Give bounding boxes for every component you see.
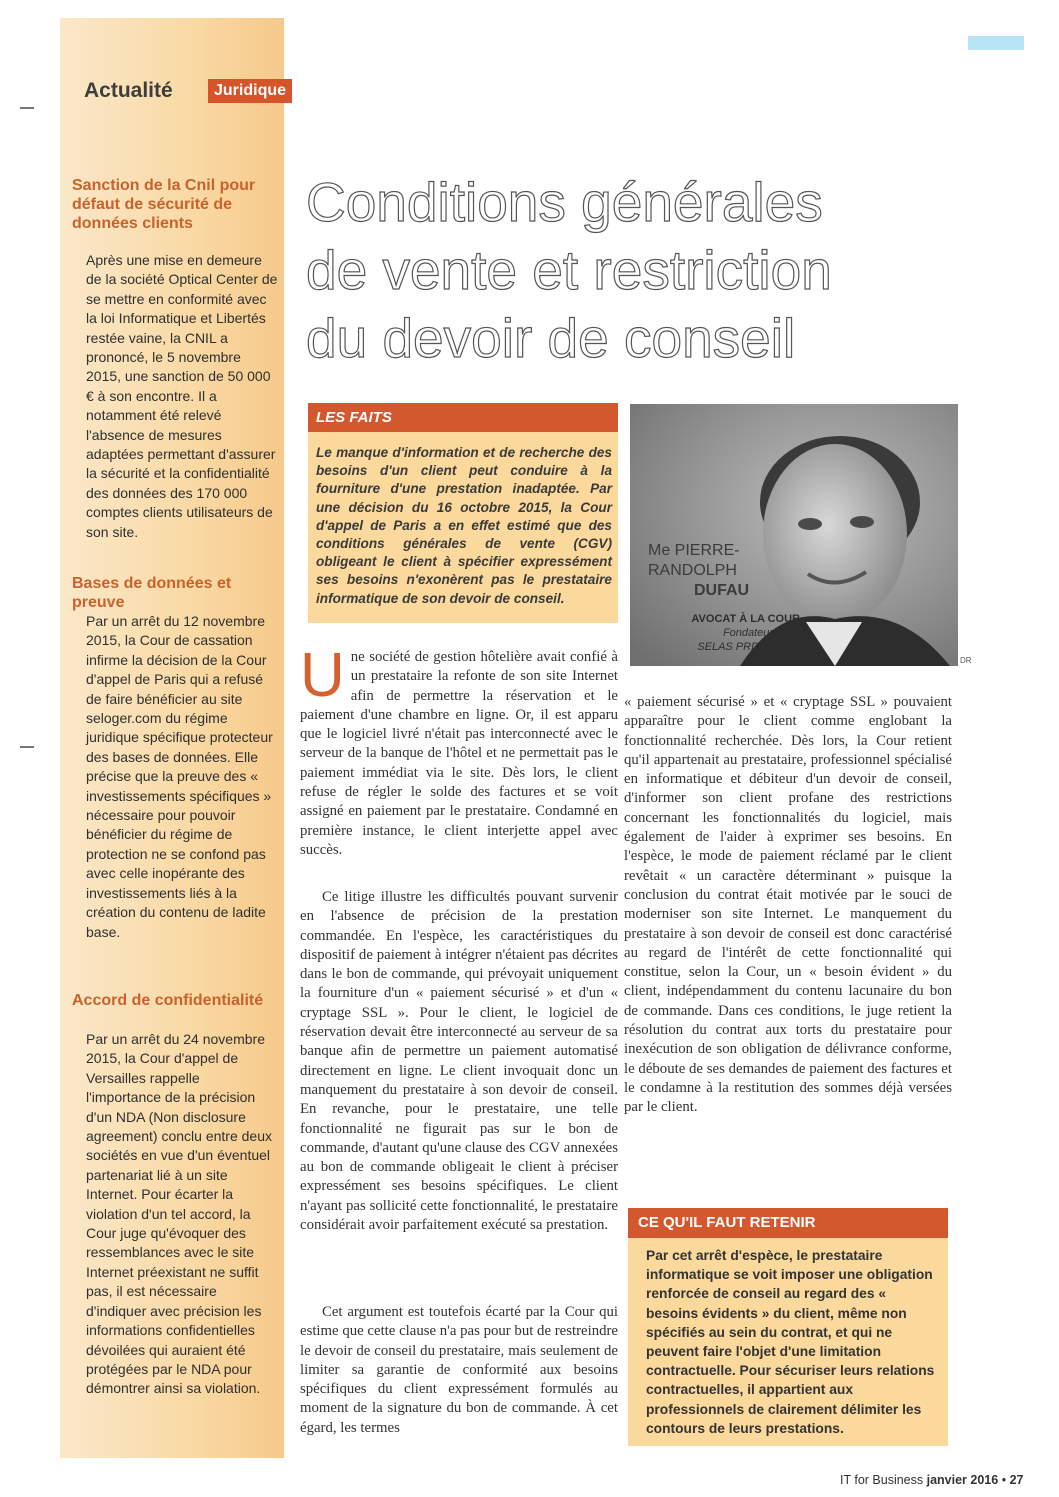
rubric-tag: Juridique [208, 79, 292, 103]
issue-date: janvier 2016 [926, 1473, 999, 1487]
edge-mark [20, 107, 34, 109]
photo-credit: DR [960, 656, 972, 665]
magazine-name: IT for Business [840, 1473, 924, 1487]
sidebar-section-title: Bases de données et preuve [72, 575, 232, 611]
author-role: AVOCAT À LA COUR Fondateur de la SELAS PRD avocats [691, 613, 800, 653]
sidebar-section-body: Par un arrêt du 24 novembre 2015, la Cour d'appel de Versailles rappelle l'importance de la précision d'un NDA (Non disclosure agreement) conclu entre deux sociétés en vue d'un éventuel partenariat lié à un site Internet. Pour écarter la violation d'un tel accord, la Cour juge qu'évoquer des ressemblances avec le site Internet préexistant ne suffit pas, il est nécessaire d'indiquer avec précision les informations confidentielles dévoilées qui auraient été protégées par le NDA pour démontrer ainsi sa violation. [86, 1031, 272, 1397]
article-paragraph: Ce litige illustre les difficultés pouvant survenir en l'absence de précision de la prestation commandée. En l'espèce, les caractéristiques du dispositif de paiement à intégrer n'étaient pas décrites dans le bon de commande, qui prévoyait uniquement la fourniture d'un « paiement sécurisé » et d'un « cryptage SSL ». Pour le client, le logiciel de réservation devait être interconnecté au serveur de sa banque afin de permettre un paiement automatisé directement en ligne. Le client invoquait donc un manquement du prestataire à son devoir de conseil. En revanche, pour le prestataire, une telle fonctionnalité ne figurait pas sur le bon de commande, d'autant qu'une clause des CGV annexées au bon de commande obligeait le client à préciser expressément ses besoins spécifiques. Le client n'ayant pas sollicité cette fonctionnalité, le prestataire considérait avoir parfaitement exécuté sa prestation. [300, 889, 618, 1234]
faits-title: LES FAITS [308, 403, 618, 432]
article-paragraph: « paiement sécurisé » et « cryptage SSL » pouvaient apparaître pour le client comme englobant la fonctionnalité recherchée. Dès lors, la Cour retient qu'il appartenait au prestataire, professionnel spécialisé en informatique et débiteur d'un devoir de conseil, d'informer son client profane des restrictions concernant les fonctionnalités du logiciel, mais également de l'aider à exprimer ses besoins. En l'espèce, le mode de paiement réclamé par le client revêtait « un caractère déterminant » puisque la conclusion du contrat était motivée par le souci de moderniser son site Internet. Le manquement du prestataire à son devoir de conseil est donc caractérisé au regard de l'intérêt de cette fonctionnalité qui constitue, selon la Cour, un « besoin évident » du client, indépendamment du contenu lacunaire du bon de commande. Dans ces conditions, le juge retient la résolution du contrat aux torts du prestataire pour inexécution de son obligation de délivrance conforme, le déboute de ses demandes de paiement des factures et le condamne à la restitution des sommes déjà versées par le client. [624, 694, 952, 1116]
retenir-title: CE QU'IL FAUT RETENIR [628, 1208, 948, 1238]
edge-mark [20, 746, 34, 748]
page-footer: IT for Business janvier 2016 • 27 [840, 1473, 1024, 1487]
author-name: Me PIERRE- RANDOLPH DUFAU [648, 542, 750, 599]
retenir-text: Par cet arrêt d'espèce, le prestataire informatique se voit imposer une obligation renforcée de conseil au regard des « besoins évidents » du client, même non spécifiés au sein du contrat, et qui ne peuvent faire l'objet d'une limitation contractuelle. Pour sécuriser leurs relations contractuelles, il appartient aux professionnels de clairement délimiter les contours de leurs prestations. [646, 1248, 935, 1436]
faits-text: Le manque d'information et de recherche des besoins d'un client peut conduire à la fourniture d'une prestation inadaptée. Par une décision du 16 octobre 2015, la Cour d'appel de Paris a en effet estimé que des conditions générales de vente (CGV) obligeant le client à spécifier expressément ses besoins n'exonèrent pas le prestataire informatique de son devoir de conseil. [316, 445, 612, 606]
sidebar-section-title: Accord de confidentialité [72, 992, 264, 1009]
sidebar-section-body: Par un arrêt du 12 novembre 2015, la Cour de cassation infirme la décision de la Cour d'appel de Paris qui a refusé de faire bénéficier au site seloger.com du régime juridique spécifique protecteur des bases de données. Elle précise que la preuve des « investissements spécifiques » nécessaire pour pouvoir bénéficier du régime de protection ne se confond pas avec celle inopérante des investissements liés à la création du contenu de ladite base. [86, 613, 273, 940]
article-paragraph: Une société de gestion hôtelière avait confié à un prestataire la refonte de son site Internet afin de permettre la réservation et le paiement d'une chambre en ligne. Or, il est apparu que le logiciel livré n'était pas interconnecté avec le serveur de la banque de l'hôtel et ne permettait pas le paiement immédiat via le site. Dès lors, le client refuse de régler le solde des factures et se voit assigné en paiement par le prestataire. Condamné en première instance, le client interjette appel avec succès. [300, 641, 618, 858]
scan-corner-mark [968, 36, 1024, 50]
article-paragraph: Cet argument est toutefois écarté par la Cour qui estime que cette clause n'a pas pour but de restreindre le devoir de conseil du prestataire, mais seulement de limiter sa garantie de conformité aux besoins spécifiques du client expressément formulés au moment de la signature du bon de commande. À cet égard, les termes [300, 1304, 618, 1436]
headline-line: Conditions générales [306, 171, 823, 233]
sidebar-section-title: Sanction de la Cnil pour défaut de sécurité de données clients [72, 177, 256, 232]
dropcap: U [300, 641, 345, 710]
rubric-title: Actualité [84, 79, 173, 102]
headline-line: de vente et restriction [306, 239, 832, 301]
article-headline [306, 168, 886, 372]
headline-line: du devoir de conseil [306, 307, 796, 369]
page-number: 27 [1009, 1473, 1024, 1487]
sidebar-section-body: Après une mise en demeure de la société Optical Center de se mettre en conformité avec la loi Informatique et Libertés restée vaine, la CNIL a prononcé, le 5 novembre 2015, une sanction de 50 000 € à son encontre. Il a notamment été relevé l'absence de mesures adaptées permettant d'assurer la sécurité et la confidentialité des données des 170 000 comptes clients utilisateurs de son site. [86, 252, 278, 540]
